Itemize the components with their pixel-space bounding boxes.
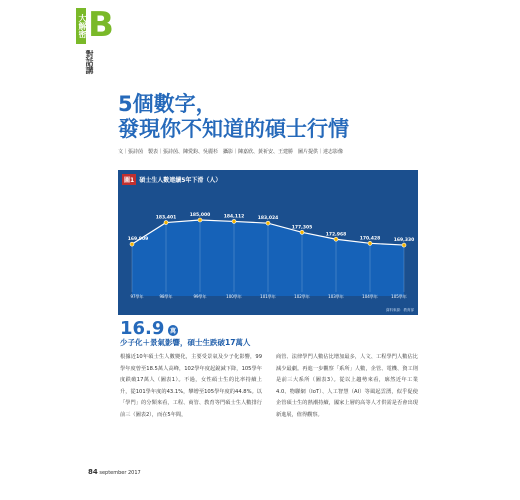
chart-x-tick-label: 103學年 <box>328 294 344 299</box>
chart-x-tick-label: 105學年 <box>391 294 407 299</box>
body-column-right: 商管、法律學門人數佔比增加最多，人文、工程學門人數佔比減少最劇。再進一步觀察「系所」人數，企管、電機、資工則是前三大系所（圖表3）。從以上趨勢來看，廓然近年工業4.0、物聯網（IoT）、人工智慧（AI）等風起雲湧，似乎促使企管碩士生的熱潮持續，國家上層的高等人才供需是否會出現新進展，值得觀察。 <box>276 354 418 418</box>
body-column-left: 根據近10年碩士生人數變化，主要受景氣及少子化影響，99學年度曾至18.5萬人高峰，102學年度起銳減下降，105學年度跌破17萬人（圖表1）。不過，女性碩士生的比率持續上升，從101學年度的43.1%，攀增至105學年度的44.8%。以「學門」的分類來看，工程、商管、教育等門碩士生人數排行前三（圖表2），而在5年間， <box>120 354 262 418</box>
chart-value-label: 170,428 <box>359 236 381 242</box>
chart-x-tick-label: 98學年 <box>159 294 173 299</box>
chart-x-tick-label: 100學年 <box>226 294 242 299</box>
chart-x-tick-label: 104學年 <box>362 294 378 299</box>
chart-data-point <box>266 221 270 225</box>
chart-data-point <box>232 219 236 223</box>
chart-tag: 圖1 <box>122 174 136 185</box>
chart-x-tick-label: 101學年 <box>260 294 276 299</box>
chart-data-point <box>130 242 134 246</box>
area-chart <box>118 170 418 315</box>
chart-value-label: 184,112 <box>223 214 245 220</box>
chart-title <box>122 174 221 185</box>
section-label: 大解密 <box>78 14 87 38</box>
headline-unit-badge: 萬 <box>168 325 178 336</box>
headline-number: 16.9 <box>120 318 165 339</box>
chart-data-point <box>334 237 338 241</box>
article-title-line-2: 發現你不知道的碩士行情 <box>118 117 349 141</box>
issue-date: september 2017 <box>99 470 141 476</box>
chart-value-label: 177,305 <box>291 225 313 231</box>
sub-headline: 少子化＋景氣影響，碩士生跌破17萬人 <box>120 338 251 347</box>
chart-x-tick-label: 97學年 <box>130 294 144 299</box>
chart-source: 資料來源：教育部 <box>386 308 414 312</box>
chart-figure <box>118 170 418 315</box>
chart-value-label: 169,909 <box>127 237 149 243</box>
section-letter: B <box>88 5 114 45</box>
chart-x-tick-label: 99學年 <box>193 294 207 299</box>
chart-value-label: 183,401 <box>155 215 177 221</box>
chart-value-label: 183,024 <box>257 216 279 222</box>
page-footer <box>88 468 141 476</box>
chart-value-label: 185,000 <box>189 213 211 218</box>
article-title-line-1: 5個數字， <box>118 92 217 116</box>
chart-value-label: 169,330 <box>393 238 415 244</box>
chart-data-point <box>402 243 406 247</box>
page-number: 84 <box>88 468 98 476</box>
chart-data-point <box>300 230 304 234</box>
chart-data-point <box>368 241 372 245</box>
section-sublabel: 對話講 <box>85 50 94 74</box>
chart-x-tick-label: 102學年 <box>294 294 310 299</box>
chart-title-text: 碩士生人數連續5年下滑（人） <box>139 177 222 184</box>
article-title <box>118 92 349 142</box>
chart-value-label: 172,968 <box>325 232 347 238</box>
chart-data-point <box>198 218 202 222</box>
chart-data-point <box>164 221 168 225</box>
article-credits: 文｜張詩茵 製表｜張詩茵、陳愛鈞、吳麗杉 攝影｜陳嘉欣、黃祈安、王建勝 圖片提供｜達志影像 <box>118 149 344 155</box>
